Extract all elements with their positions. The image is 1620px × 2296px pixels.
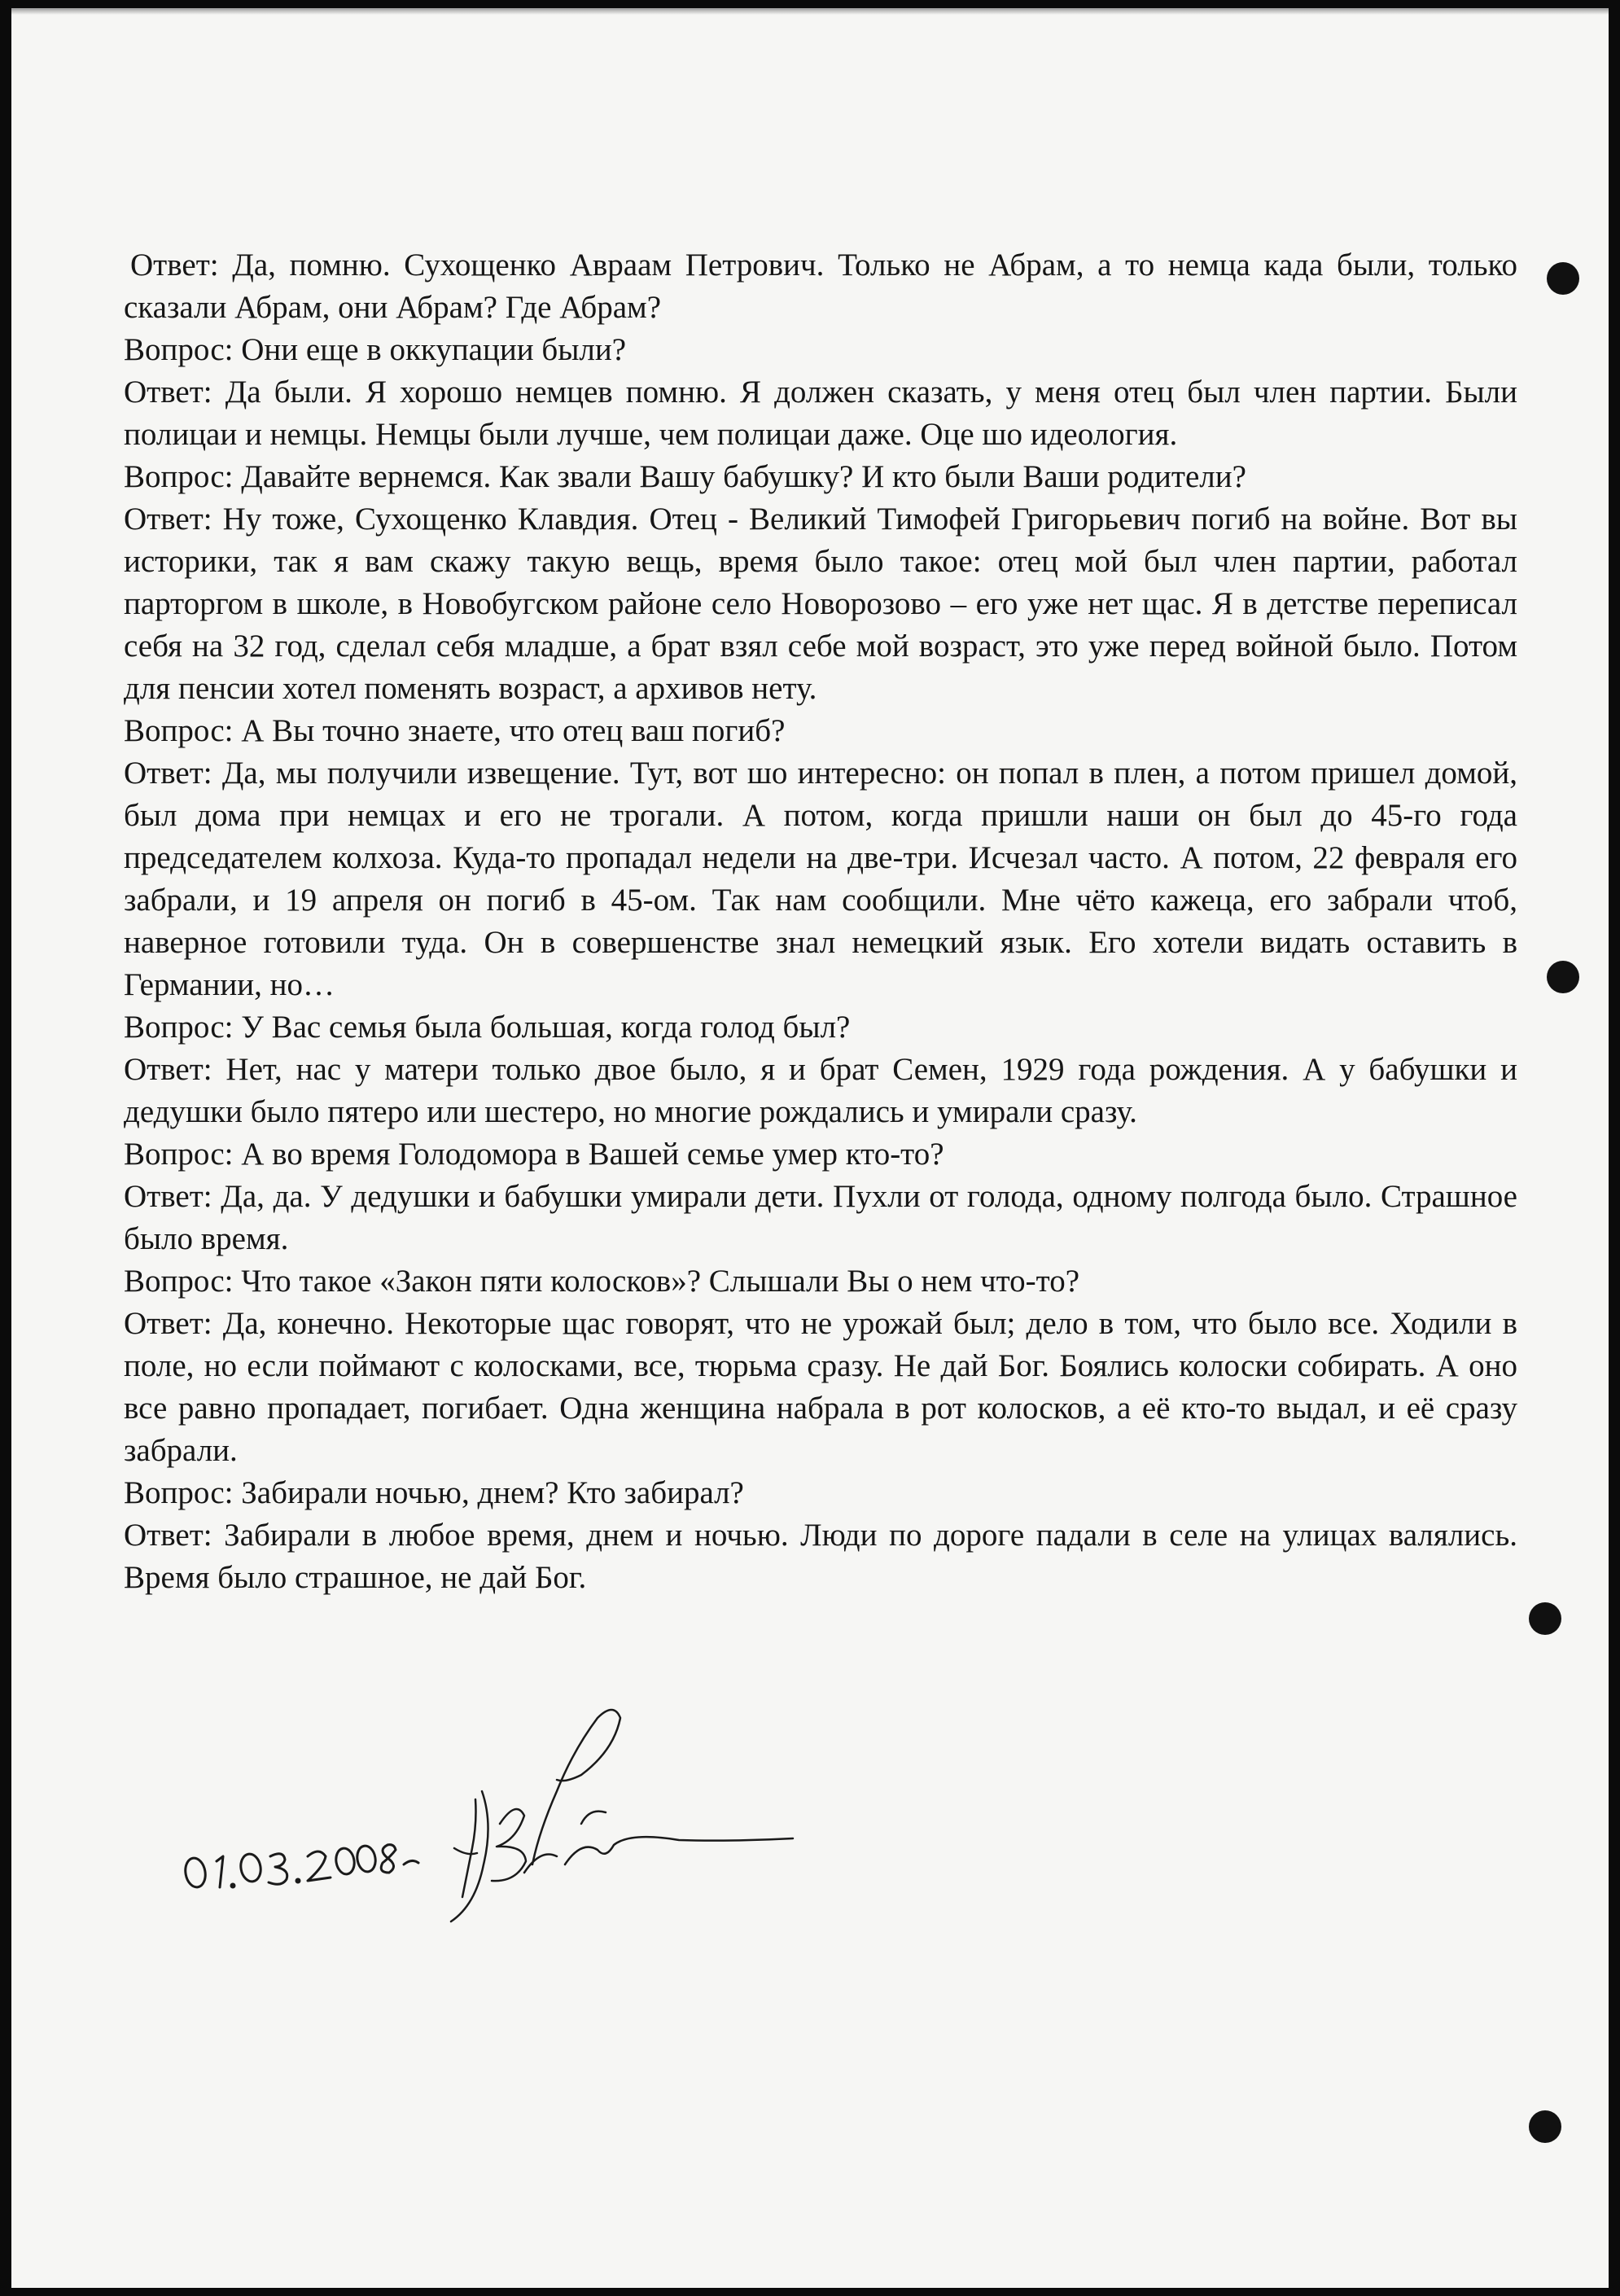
signature-area <box>174 1702 907 1930</box>
punch-hole-1 <box>1547 262 1579 295</box>
paragraph-8: Вопрос: У Вас семья была большая, когда голод был? <box>124 1010 851 1045</box>
punch-hole-3 <box>1529 1602 1561 1635</box>
paragraph-9: Ответ: Нет, нас у матери только двое было, я и брат Семен, 1929 года рождения. А у бабушки и дедушки было пятеро или шестеро, но многие рождались и умирали сразу. <box>124 1052 1517 1129</box>
paragraph-13: Ответ: Да, конечно. Некоторые щас говорят, что не урожай был; дело в том, что было все. Ходили в поле, но если поймают с колосками, все, тюрьма сразу. Не дай Бог. Боялись колоски собирать. А оно все равно пропадает, погибает. Одна женщина набрала в рот колосков, а её кто-то выдал, и её сразу забрали. <box>124 1306 1517 1468</box>
paragraph-7: Ответ: Да, мы получили извещение. Тут, вот шо интересно: он попал в плен, а потом пришел домой, был дома при немцах и его не трогали. А потом, когда пришли наши он был до 45-го года председателем колхоза. Куда-то пропадал недели на две-три. Исчезал часто. А потом, 22 февраля его забрали, и 19 апреля он погиб в 45-ом. Так нам сообщили. Мне чёто кажеца, его забрали чтоб, наверное готовили туда. Он в совершенстве знал немецкий язык. Его хотели видать оставить в Германии, но… <box>124 756 1517 1002</box>
paragraph-6: Вопрос: А Вы точно знаете, что отец ваш погиб? <box>124 713 786 748</box>
document-page <box>11 8 1609 2288</box>
paragraph-15: Ответ: Забирали в любое время, днем и ночью. Люди по дороге падали в селе на улицах валялись. Время было страшное, не дай Бог. <box>124 1518 1517 1595</box>
scan-top-edge <box>11 8 1609 15</box>
handwritten-signature <box>451 1710 793 1921</box>
paragraph-3: Ответ: Да были. Я хорошо немцев помню. Я должен сказать, у меня отец был член партии. Были полицаи и немцы. Немцы были лучше, чем полицаи даже. Оце шо идеология. <box>124 375 1517 452</box>
interview-transcript <box>124 244 1517 1599</box>
punch-hole-2 <box>1547 961 1579 993</box>
paragraph-10: Вопрос: А во время Голодомора в Вашей семье умер кто-то? <box>124 1137 944 1172</box>
paragraph-2: Вопрос: Они еще в оккупации были? <box>124 332 627 367</box>
paragraph-5: Ответ: Ну тоже, Сухощенко Клавдия. Отец - Великий Тимофей Григорьевич погиб на войне. Вот вы историки, так я вам скажу такую вещь, время было такое: отец мой был член партии, работал парторгом в школе, в Новобугском районе село Новорозово – его уже нет щас. Я в детстве переписал себя на 32 год, сделал себя младше, а брат взял себе мой возраст, это уже перед войной было. Потом для пенсии хотел поменять возраст, а архивов нету. <box>124 502 1517 706</box>
paragraph-4: Вопрос: Давайте вернемся. Как звали Вашу бабушку? И кто были Ваши родители? <box>124 459 1246 494</box>
handwritten-date <box>183 1844 418 1888</box>
paragraph-12: Вопрос: Что такое «Закон пяти колосков»? Слышали Вы о нем что-то? <box>124 1264 1079 1299</box>
paragraph-11: Ответ: Да, да. У дедушки и бабушки умирали дети. Пухли от голода, одному полгода было. Страшное было время. <box>124 1179 1517 1256</box>
punch-hole-4 <box>1529 2110 1561 2143</box>
paragraph-14: Вопрос: Забирали ночью, днем? Кто забирал? <box>124 1475 744 1510</box>
paragraph-1: Ответ: Да, помню. Сухощенко Авраам Петрович. Только не Абрам, а то немца када были, только сказали Абрам, они Абрам? Где Абрам? <box>124 248 1517 325</box>
